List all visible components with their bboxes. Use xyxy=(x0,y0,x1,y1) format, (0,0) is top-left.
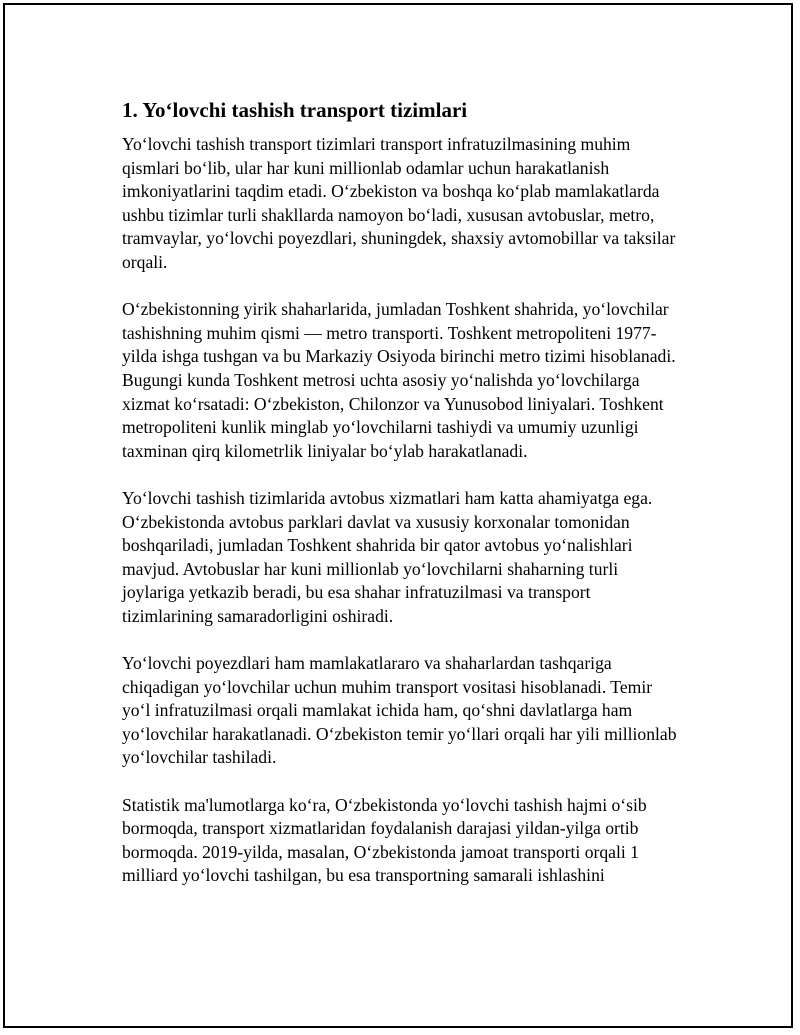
paragraph-2: O‘zbekistonning yirik shaharlarida, jumladan Toshkent shahrida, yo‘lovchilar tashishning muhim qismi — metro transporti. Toshkent metropoliteni 1977-yilda ishga tushgan va bu Markaziy Osiyoda birinchi metro tizimi hisoblanadi. Bugungi kunda Toshkent metrosi uchta asosiy yo‘nalishda yo‘lovchilarga xizmat ko‘rsatadi: O‘zbekiston, Chilonzor va Yunusobod liniyalari. Toshkent metropoliteni kunlik minglab yo‘lovchilarni tashiydi va umumiy uzunligi taxminan qirq kilometrlik liniyalar bo‘ylab harakatlanadi. xyxy=(122,299,676,461)
section-heading: 1. Yo‘lovchi tashish transport tizimlari xyxy=(122,98,468,122)
document-page xyxy=(3,3,793,1028)
document-content xyxy=(122,97,682,912)
paragraph-3: Yo‘lovchi tashish tizimlarida avtobus xizmatlari ham katta ahamiyatga ega. O‘zbekistonda avtobus parklari davlat va xususiy korxonalar tomonidan boshqariladi, jumladan Toshkent shahrida bir qator avtobus yo‘nalishlari mavjud. Avtobuslar har kuni millionlab yo‘lovchilarni shaharning turli joylariga yetkazib beradi, bu esa shahar infratuzilmasi va transport tizimlarining samaradorligini oshiradi. xyxy=(122,487,653,626)
paragraph-5: Statistik ma'lumotlarga ko‘ra, O‘zbekistonda yo‘lovchi tashish hajmi o‘sib bormoqda, transport xizmatlaridan foydalanish darajasi yildan-yilga ortib bormoqda. 2019-yilda, masalan, O‘zbekistonda jamoat transporti orqali 1 milliard yo‘lovchi tashilgan, bu esa transportning samarali ishlashini xyxy=(122,794,647,886)
paragraph-4: Yo‘lovchi poyezdlari ham mamlakatlararo va shaharlardan tashqariga chiqadigan yo‘lovchilar uchun muhim transport vositasi hisoblanadi. Temir yo‘l infratuzilmasi orqali mamlakat ichida ham, qo‘shni davlatlarga ham yo‘lovchilar harakatlanadi. O‘zbekiston temir yo‘llari orqali har yili millionlab yo‘lovchilar tashiladi. xyxy=(122,653,677,768)
paragraph-1: Yo‘lovchi tashish transport tizimlari transport infratuzilmasining muhim qismlari bo‘lib, ular har kuni millionlab odamlar uchun harakatlanish imkoniyatlarini taqdim etadi. O‘zbekiston va boshqa ko‘plab mamlakatlarda ushbu tizimlar turli shakllarda namoyon bo‘ladi, xususan avtobuslar, metro, tramvaylar, yo‘lovchi poyezdlari, shuningdek, shaxsiy avtomobillar va taksilar orqali. xyxy=(122,134,676,272)
